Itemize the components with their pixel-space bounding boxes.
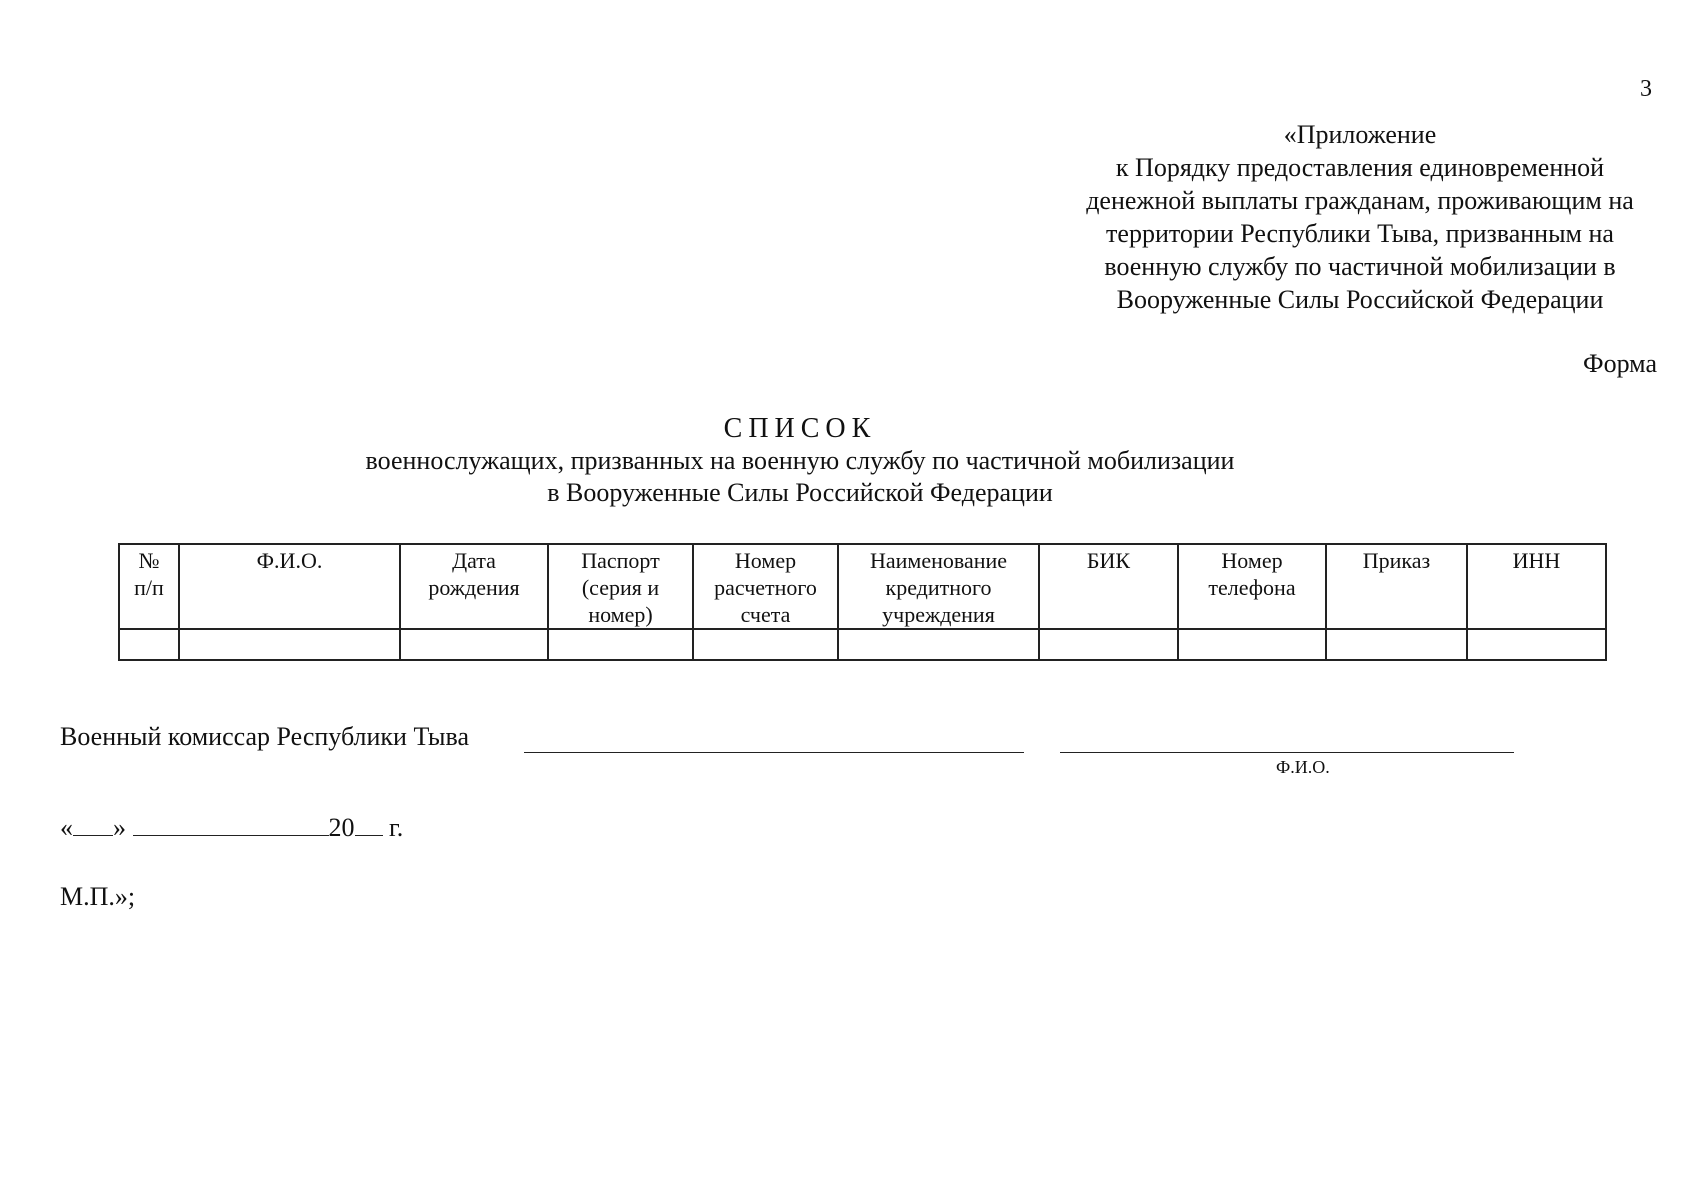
column-header-line: рождения	[428, 575, 520, 600]
column-header-line: Номер	[734, 548, 797, 573]
column-header-phone	[1178, 544, 1326, 629]
column-header-order	[1326, 544, 1467, 629]
column-header-line: Приказ	[1362, 548, 1431, 573]
column-header-account-number	[693, 544, 838, 629]
title-subtitle-line: военнослужащих, призванных на военную службу по частичной мобилизации	[365, 446, 1235, 475]
table-cell[interactable]	[693, 629, 838, 660]
appendix-line: к Порядку предоставления единовременной	[1115, 153, 1605, 182]
appendix-header	[1030, 118, 1690, 316]
column-header-line: Наименование	[869, 548, 1008, 573]
year-blank[interactable]	[355, 815, 383, 836]
appendix-line: денежной выплаты гражданам, проживающим на	[1086, 186, 1634, 215]
column-header-bik	[1039, 544, 1178, 629]
column-header-fio	[179, 544, 400, 629]
column-header-line: Паспорт	[581, 548, 660, 573]
column-header-line: Дата	[452, 548, 496, 573]
table-row	[119, 629, 1606, 660]
table-cell[interactable]	[400, 629, 548, 660]
column-header-line: расчетного	[714, 575, 817, 600]
table-cell[interactable]	[1467, 629, 1606, 660]
month-blank[interactable]	[133, 815, 329, 836]
signature-label: Военный комиссар Республики Тыва	[60, 722, 469, 751]
column-header-line: (серия и	[581, 575, 660, 600]
table-cell[interactable]	[179, 629, 400, 660]
day-blank[interactable]	[73, 815, 113, 836]
title-heading: СПИСОК	[723, 413, 877, 444]
appendix-line: военную службу по частичной мобилизации в	[1104, 252, 1616, 281]
year-prefix: 20	[328, 813, 355, 842]
table-cell[interactable]	[1039, 629, 1178, 660]
page-number: 3	[1640, 76, 1652, 102]
column-header-line: счета	[740, 602, 791, 627]
date-line	[60, 813, 403, 843]
column-header-credit-institution	[838, 544, 1039, 629]
column-header-line: кредитного	[885, 575, 992, 600]
column-header-line: учреждения	[882, 602, 995, 627]
column-header-inn	[1467, 544, 1606, 629]
column-header-line: ИНН	[1512, 548, 1561, 573]
date-open-quote: «	[60, 813, 73, 842]
column-header-line: телефона	[1208, 575, 1296, 600]
column-header-line: Ф.И.О.	[256, 548, 323, 573]
fio-caption: Ф.И.О.	[1276, 757, 1330, 777]
table-cell[interactable]	[548, 629, 693, 660]
column-header-line: Номер	[1221, 548, 1283, 573]
table-header-row	[119, 544, 1606, 629]
column-header-line: п/п	[134, 575, 164, 600]
table-cell[interactable]	[1178, 629, 1326, 660]
appendix-line: Вооруженные Силы Российской Федерации	[1116, 285, 1604, 314]
column-header-passport	[548, 544, 693, 629]
stamp-label: М.П.»;	[60, 882, 136, 911]
table-cell[interactable]	[119, 629, 179, 660]
date-close-quote: »	[113, 813, 126, 842]
servicemen-list-table	[118, 543, 1607, 661]
column-header-line: БИК	[1086, 548, 1131, 573]
appendix-line: территории Республики Тыва, призванным на	[1106, 219, 1614, 248]
year-suffix: г.	[389, 813, 404, 842]
document-title	[300, 413, 1300, 509]
title-subtitle-line: в Вооруженные Силы Российской Федерации	[547, 478, 1053, 507]
column-header-line: №	[138, 548, 160, 573]
signature-blank[interactable]	[524, 752, 1024, 753]
form-label: Форма	[1583, 349, 1657, 378]
fio-blank[interactable]	[1060, 752, 1514, 753]
appendix-line: «Приложение	[1283, 120, 1437, 149]
table-cell[interactable]	[1326, 629, 1467, 660]
column-header-birth-date	[400, 544, 548, 629]
column-header-number	[119, 544, 179, 629]
column-header-line: номер)	[588, 602, 653, 627]
table-cell[interactable]	[838, 629, 1039, 660]
